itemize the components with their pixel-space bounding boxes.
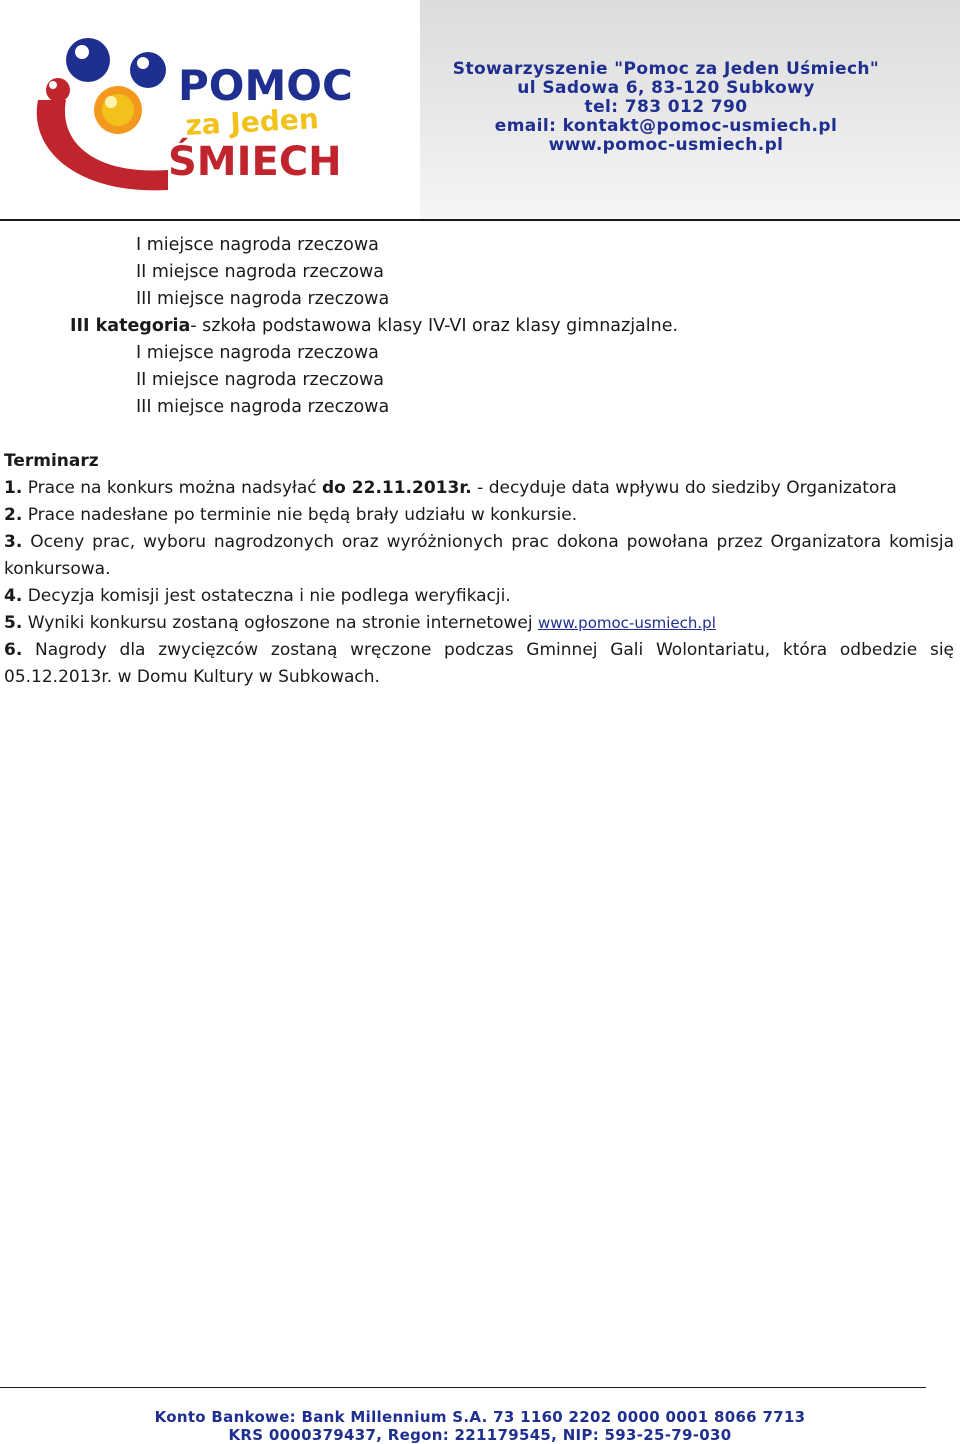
prize-line: III miejsce nagroda rzeczowa [136,289,390,309]
bank-account-line: Konto Bankowe: Bank Millennium S.A. 73 1160 2202 0000 0001 8066 7713 [154,1408,806,1426]
category-3-text: - szkoła podstawowa klasy IV-VI oraz klasy gimnazjalne. [190,316,679,336]
footer-bank-info [0,1408,960,1444]
logo-word-za-jeden: za Jeden [184,102,320,142]
logo-word-pomoc: POMOC [178,61,353,110]
header-divider [0,219,960,221]
category-3-title: III kategoria [70,316,191,336]
results-website-link[interactable]: www.pomoc-usmiech.pl [537,614,716,632]
org-website[interactable]: www.pomoc-usmiech.pl [548,135,784,155]
prize-line: I miejsce nagroda rzeczowa [136,235,379,255]
prize-line: I miejsce nagroda rzeczowa [136,343,379,363]
deadline-date: do 22.11.2013r. [322,478,472,498]
prize-line: II miejsce nagroda rzeczowa [136,262,385,282]
org-email[interactable]: email: kontakt@pomoc-usmiech.pl [494,116,838,136]
letterhead [0,0,960,222]
schedule-item-3: 3. Oceny prac, wyboru nagrodzonych oraz wyróżnionych prac dokona powołana przez Organizatora komisja konkursowa. [4,532,955,579]
org-name: Stowarzyszenie "Pomoc za Jeden Uśmiech" [452,59,880,79]
org-address: ul Sadowa 6, 83-120 Subkowy [517,78,815,98]
schedule-item-1: 1. Prace na konkurs można nadsyłać do 22.11.2013r. - decyduje data wpływu do siedziby Organizatora [4,478,897,498]
document-body [4,232,954,691]
prize-line: II miejsce nagroda rzeczowa [136,370,385,390]
schedule-item-5: 5. Wyniki konkursu zostaną ogłoszone na stronie internetowej www.pomoc-usmiech.pl [4,613,716,633]
registration-numbers-line: KRS 0000379437, Regon: 221179545, NIP: 593-25-79-030 [228,1426,732,1444]
org-phone: tel: 783 012 790 [584,97,748,117]
schedule-heading: Terminarz [4,451,99,471]
category-3-line [4,313,954,340]
logo-word-smiech: ŚMIECH [168,139,342,185]
schedule-item-4: 4. Decyzja komisji jest ostateczna i nie podlega weryfikacji. [4,586,511,606]
footer-divider [0,1387,926,1388]
prize-line: III miejsce nagroda rzeczowa [136,397,390,417]
schedule-item-2: 2. Prace nadesłane po terminie nie będą brały udziału w konkursie. [4,505,578,525]
organization-contact-block [396,60,936,155]
pomoc-za-jeden-usmiech-logo [18,30,358,200]
schedule-item-6: 6. Nagrody dla zwycięzców zostaną wręczone podczas Gminnej Gali Wolontariatu, która odbedzie się 05.12.2013r. w Domu Kultury w Subkowach. [4,640,954,687]
